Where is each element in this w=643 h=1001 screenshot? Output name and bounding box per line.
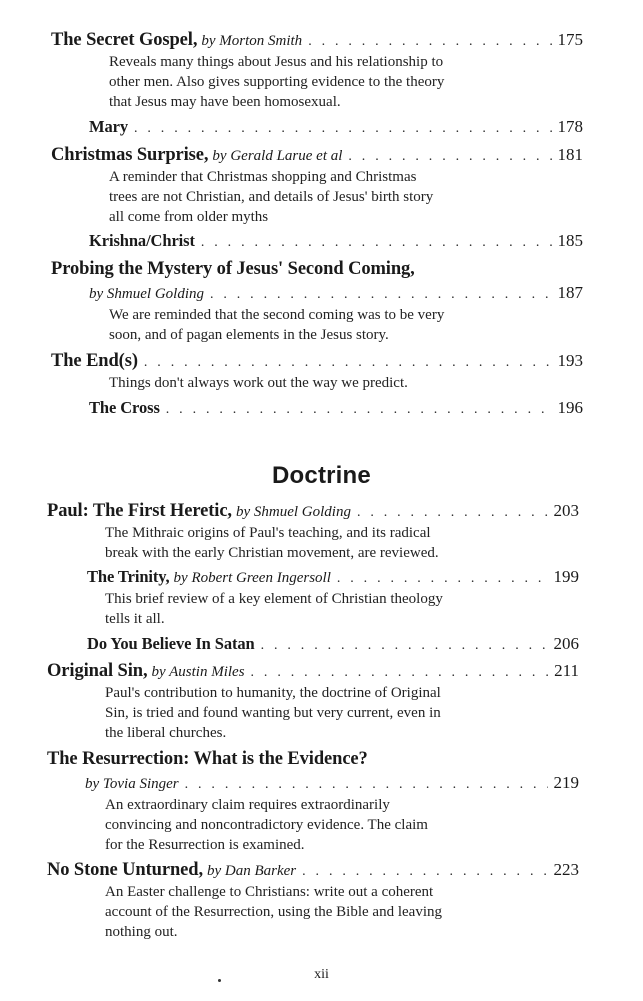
toc-entry-description: This brief review of a key element of Christian theology tells it all. <box>105 591 443 627</box>
toc-entry-author: by Morton Smith <box>201 33 303 49</box>
toc-entry <box>51 30 583 112</box>
toc-entry-description: A reminder that Christmas shopping and Christmas trees are not Christian, and details of Jesus' birth story all come from older myths <box>109 169 434 225</box>
toc-entry-description: Paul's contribution to humanity, the doctrine of Original Sin, is tried and found wanting but very current, even in the liberal churches. <box>105 685 441 741</box>
dot-leader <box>357 503 548 523</box>
toc-entry-author: by Austin Miles <box>151 664 245 680</box>
toc-entry-line <box>89 398 583 420</box>
toc-entry-title: The Secret Gospel, <box>51 30 198 50</box>
toc-entry-page: 219 <box>553 773 579 792</box>
toc-entry-line <box>51 30 583 52</box>
toc-entry <box>47 860 579 942</box>
toc-entry-line <box>47 501 579 523</box>
toc-entry-line <box>47 860 579 882</box>
toc-entry-byline <box>85 773 579 795</box>
toc-entry-description: Things don't always work out the way we predict. <box>109 375 408 391</box>
toc-entry-author: by Shmuel Golding <box>235 504 351 520</box>
dot-leader <box>251 663 549 683</box>
toc-entry-description: An Easter challenge to Christians: write out a coherent account of the Resurrection, using the Bible and leaving nothing out. <box>105 884 442 940</box>
toc-entry <box>47 661 579 743</box>
toc-entry-line <box>47 749 579 769</box>
toc-entry-line <box>47 661 579 683</box>
toc-entry <box>89 231 583 253</box>
toc-entry-line <box>89 231 583 253</box>
dot-leader <box>308 32 551 52</box>
toc-entry-title: The Resurrection: What is the Evidence? <box>47 749 368 769</box>
toc-entry-page: 187 <box>557 283 583 302</box>
toc-entry-page: 175 <box>557 30 583 49</box>
toc-entry-page: 181 <box>557 145 583 164</box>
toc-entry-title: Krishna/Christ <box>89 231 195 250</box>
toc-entry-page: 193 <box>557 351 583 370</box>
toc-entry-title: The Cross <box>89 398 160 417</box>
toc-entry <box>47 749 579 855</box>
toc-entry-byline <box>89 283 583 305</box>
dot-leader <box>302 862 547 882</box>
dot-leader <box>348 147 551 167</box>
dot-leader <box>261 636 548 656</box>
toc-entry-title: Paul: The First Heretic, <box>47 501 232 521</box>
toc-entry-page: 223 <box>553 860 579 879</box>
toc-entry-line <box>51 145 583 167</box>
toc-entry-line <box>87 634 579 656</box>
toc-entry-page: 185 <box>557 231 583 250</box>
toc-entry-page: 206 <box>553 634 579 653</box>
toc-entry <box>87 634 579 656</box>
dot-leader <box>185 775 548 795</box>
toc-entry-title: Original Sin, <box>47 661 148 681</box>
toc-entry <box>51 351 583 393</box>
toc-entry-title: Probing the Mystery of Jesus' Second Coming, <box>51 259 415 279</box>
toc-entry-page: 196 <box>557 398 583 417</box>
toc-entry-page: 199 <box>553 567 579 586</box>
toc-entry <box>87 567 579 629</box>
dot-leader <box>166 400 552 420</box>
toc-entry <box>89 398 583 420</box>
dot-leader <box>201 233 552 253</box>
dot-leader <box>337 569 548 589</box>
toc-entry-author: by Robert Green Ingersoll <box>173 570 331 586</box>
toc-entry-title: No Stone Unturned, <box>47 860 203 880</box>
toc-entry-title: Do You Believe In Satan <box>87 634 255 653</box>
page-folio: xii <box>314 967 329 982</box>
toc-entry-description: Reveals many things about Jesus and his relationship to other men. Also gives supporting evidence to the theory that Jesus may have been homosexual. <box>109 54 445 110</box>
toc-entry-line <box>51 259 583 279</box>
dot-leader <box>144 353 552 373</box>
toc-entry <box>51 145 583 227</box>
toc-entry-title: Mary <box>89 117 128 136</box>
toc-entry <box>89 117 583 139</box>
toc-entry-page: 203 <box>553 501 579 520</box>
toc-entry-line <box>87 567 579 589</box>
toc-entry-author: by Tovia Singer <box>85 776 179 792</box>
section-heading: Doctrine <box>272 462 371 489</box>
toc-entry <box>51 259 583 345</box>
toc-entry-title: The Trinity, <box>87 567 170 586</box>
toc-entry-description: The Mithraic origins of Paul's teaching, and its radical break with the early Christian movement, are reviewed. <box>105 525 439 561</box>
toc-entry <box>47 501 579 563</box>
toc-entry-author: by Gerald Larue et al <box>212 148 343 164</box>
toc-entry-author: by Dan Barker <box>206 863 297 879</box>
toc-entry-line <box>89 117 583 139</box>
dot-leader <box>134 119 552 139</box>
toc-entry-description: An extraordinary claim requires extraordinarily convincing and noncontradictory evidence. The claim for the Resurrection is examined. <box>105 797 428 853</box>
toc-entry-author: by Shmuel Golding <box>89 286 204 302</box>
dot-leader <box>210 285 552 305</box>
toc-entry-page: 178 <box>557 117 583 136</box>
toc-entry-description: We are reminded that the second coming was to be very soon, and of pagan elements in the Jesus story. <box>109 307 445 343</box>
toc-entry-title: Christmas Surprise, <box>51 145 209 165</box>
toc-entry-line <box>51 351 583 373</box>
toc-entry-title: The End(s) <box>51 351 138 371</box>
toc-entry-page: 211 <box>554 661 579 680</box>
